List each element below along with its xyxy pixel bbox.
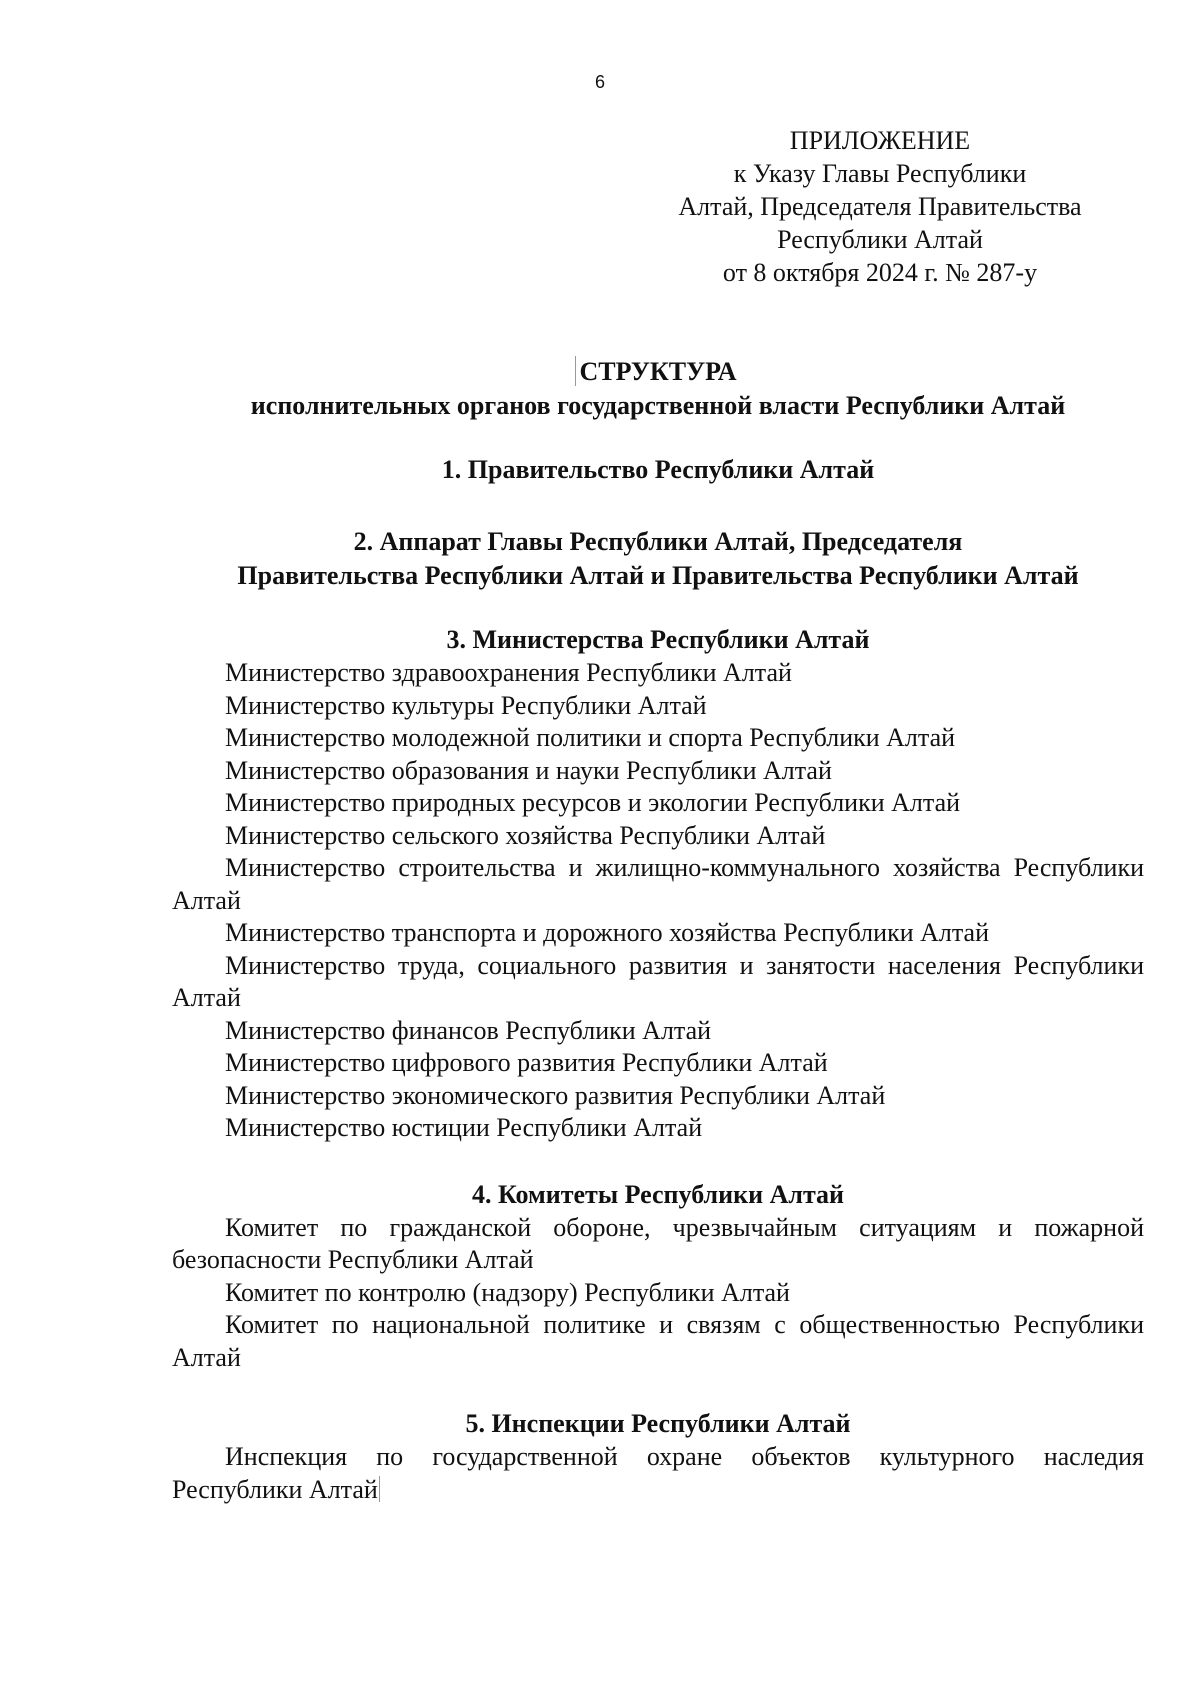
list-item: Министерство строительства и жилищно-коммунального хозяйства Республики Алтай	[172, 853, 1144, 915]
text-cursor	[379, 1476, 380, 1502]
list-item: Министерство культуры Республики Алтай	[225, 690, 707, 720]
appendix-header	[630, 124, 1130, 289]
text-cursor	[575, 356, 576, 386]
list-item: Министерство цифрового развития Республики Алтай	[225, 1048, 828, 1077]
list-item-text: Инспекция по государственной охране объектов культурного наследия Республики Алтай	[172, 1442, 1144, 1504]
list-item: Комитет по гражданской обороне, чрезвычайным ситуациям и пожарной безопасности Республики Алтай	[172, 1212, 1144, 1274]
page-number: 6	[594, 72, 605, 92]
section-5-heading: 5. Инспекции Республики Алтай	[465, 1409, 851, 1438]
list-item: Министерство молодежной политики и спорта Республики Алтай	[225, 723, 956, 752]
appendix-line: к Указу Главы Республики	[733, 159, 1027, 188]
section-5-list	[172, 1441, 1144, 1506]
section-2-heading-line: Правительства Республики Алтай и Правительства Республики Алтай	[237, 561, 1079, 590]
title-subtitle: исполнительных органов государственной власти Республики Алтай	[250, 391, 1066, 420]
section-4-heading: 4. Комитеты Республики Алтай	[471, 1179, 845, 1209]
appendix-line: ПРИЛОЖЕНИЕ	[789, 126, 971, 155]
appendix-line: Республики Алтай	[777, 225, 983, 254]
appendix-line: Алтай, Председателя Правительства	[678, 192, 1082, 221]
list-item: Министерство сельского хозяйства Республики Алтай	[225, 820, 826, 850]
list-item: Комитет по контролю (надзору) Республики Алтай	[225, 1277, 790, 1307]
section-4-list	[172, 1212, 1144, 1375]
list-item: Министерство экономического развития Республики Алтай	[225, 1080, 886, 1110]
list-item: Министерство транспорта и дорожного хозяйства Республики Алтай	[225, 918, 990, 947]
section-3-list	[172, 657, 1144, 1145]
document-body	[172, 355, 1144, 1506]
list-item: Министерство природных ресурсов и экологии Республики Алтай	[225, 788, 961, 817]
list-item: Министерство образования и науки Республики Алтай	[225, 755, 832, 785]
section-2-heading	[172, 525, 1144, 593]
document-title	[172, 355, 1144, 423]
title-main: СТРУКТУРА	[579, 357, 737, 386]
section-3-heading: 3. Министерства Республики Алтай	[446, 625, 870, 654]
appendix-line: от 8 октября 2024 г. № 287-у	[722, 258, 1038, 287]
section-2-heading-line: 2. Аппарат Главы Республики Алтай, Председателя	[353, 527, 963, 556]
list-item: Министерство финансов Республики Алтай	[225, 1015, 712, 1045]
section-1-heading: 1. Правительство Республики Алтай	[441, 455, 875, 484]
list-item: Министерство юстиции Республики Алтай	[225, 1113, 703, 1142]
list-item	[172, 1441, 1144, 1506]
list-item: Министерство здравоохранения Республики Алтай	[225, 658, 792, 687]
list-item: Министерство труда, социального развития и занятости населения Республики Алтай	[172, 950, 1144, 1012]
list-item: Комитет по национальной политике и связям с общественностью Республики Алтай	[172, 1310, 1144, 1372]
